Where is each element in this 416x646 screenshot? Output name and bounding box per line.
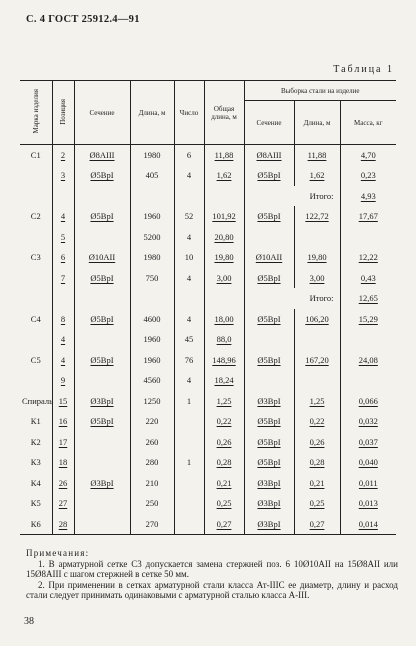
cell-section: [74, 329, 130, 350]
header-v-sechenie: Сечение: [244, 101, 294, 145]
cell-length: 250: [130, 493, 174, 514]
cell-count: [174, 514, 204, 535]
table-row: [20, 145, 396, 166]
cell-sample-length: 0,22: [294, 411, 340, 432]
cell-count: 4: [174, 370, 204, 391]
cell-section: Ø5ВрI: [74, 206, 130, 227]
notes: [26, 548, 398, 601]
cell-section: [74, 432, 130, 453]
cell-length: 5200: [130, 227, 174, 248]
cell-total-length: 0,25: [204, 493, 244, 514]
cell-length: 220: [130, 411, 174, 432]
cell-length: 405: [130, 165, 174, 186]
cell-position: 3: [52, 165, 74, 186]
cell-total-length: 18,24: [204, 370, 244, 391]
cell-count: 4: [174, 268, 204, 289]
table-row: [20, 493, 396, 514]
cell-sample-length: 0,28: [294, 452, 340, 473]
cell-total-length: 0,28: [204, 452, 244, 473]
note-2: 2. При применении в сетках арматурной стали класса Ат-IIIС ее диаметр, длину и расход стали следует принимать одинаковыми с арматурной сталью класса А-III.: [26, 579, 398, 600]
cell-mark: С5: [30, 354, 41, 365]
table-row: [20, 370, 396, 391]
cell-length: 1960: [130, 206, 174, 227]
header-v-dlina: Длина, м: [294, 101, 340, 145]
cell-section: [74, 227, 130, 248]
header-vyborka: Выборка стали на изделие: [244, 81, 396, 101]
cell-sample-section: Ø10АII: [244, 247, 294, 268]
cell-sample-length: [294, 329, 340, 350]
table-row: [20, 350, 396, 371]
cell-mark: С3: [30, 252, 41, 263]
cell-sample-mass: 0,23: [340, 165, 396, 186]
cell-sample-section: Ø5ВрI: [244, 268, 294, 289]
cell-sample-length: 0,27: [294, 514, 340, 535]
cell-section: [74, 514, 130, 535]
total-row: [20, 186, 396, 207]
cell-section: Ø5ВрI: [74, 268, 130, 289]
cell-position: 5: [52, 227, 74, 248]
cell-sample-section: Ø5ВрI: [244, 452, 294, 473]
cell-total-length: 1,25: [204, 391, 244, 412]
cell-mark: К4: [30, 477, 41, 488]
cell-position: 7: [52, 268, 74, 289]
cell-total-length: 11,88: [204, 145, 244, 166]
cell-sample-mass: 0,037: [340, 432, 396, 453]
cell-mark: К5: [30, 498, 41, 509]
table-row: [20, 165, 396, 186]
cell-mark: [20, 329, 52, 350]
table-row: [20, 268, 396, 289]
cell-sample-section: Ø5ВрI: [244, 432, 294, 453]
cell-count: 76: [174, 350, 204, 371]
cell-section: [74, 493, 130, 514]
table-row: [20, 247, 396, 268]
cell-sample-mass: 0,013: [340, 493, 396, 514]
cell-length: 280: [130, 452, 174, 473]
cell-sample-section: Ø5ВрI: [244, 411, 294, 432]
cell-count: 1: [174, 452, 204, 473]
table-row: [20, 473, 396, 494]
cell-sample-mass: [340, 329, 396, 350]
cell-sample-section: Ø3ВрI: [244, 391, 294, 412]
page-number: 38: [24, 616, 34, 627]
cell-sample-mass: 12,22: [340, 247, 396, 268]
cell-mark: С1: [30, 150, 41, 160]
cell-length: 1960: [130, 350, 174, 371]
cell-count: 10: [174, 247, 204, 268]
table-row: [20, 206, 396, 227]
cell-count: 52: [174, 206, 204, 227]
cell-count: 45: [174, 329, 204, 350]
cell-section: [74, 370, 130, 391]
header-dlina: Длина, м: [130, 81, 174, 145]
cell-length: 1980: [130, 247, 174, 268]
cell-section: Ø5ВрI: [74, 309, 130, 330]
cell-position: 6: [52, 247, 74, 268]
cell-section: Ø3ВрI: [74, 473, 130, 494]
cell-sample-section: [244, 329, 294, 350]
cell-sample-section: [244, 227, 294, 248]
cell-section: [74, 452, 130, 473]
cell-total-length: 0,22: [204, 411, 244, 432]
table-row: [20, 411, 396, 432]
cell-mark: [20, 227, 52, 248]
cell-position: 27: [52, 493, 74, 514]
header-sechenie: Сечение: [74, 81, 130, 145]
cell-sample-mass: 0,032: [340, 411, 396, 432]
cell-sample-mass: 0,066: [340, 391, 396, 412]
cell-total-length: 3,00: [204, 268, 244, 289]
cell-total-length: 148,96: [204, 350, 244, 371]
cell-length: 210: [130, 473, 174, 494]
cell-count: [174, 493, 204, 514]
cell-sample-section: Ø3ВрI: [244, 514, 294, 535]
steel-table: [20, 80, 396, 535]
cell-section: Ø5ВрI: [74, 350, 130, 371]
cell-sample-length: 122,72: [294, 206, 340, 227]
cell-mark: [20, 165, 52, 186]
cell-sample-length: 1,62: [294, 165, 340, 186]
cell-sample-length: 106,20: [294, 309, 340, 330]
cell-sample-length: 0,26: [294, 432, 340, 453]
cell-length: 1960: [130, 329, 174, 350]
cell-mark: [20, 370, 52, 391]
total-value: 12,65: [340, 288, 396, 309]
cell-position: 16: [52, 411, 74, 432]
cell-length: 4560: [130, 370, 174, 391]
cell-mark: К2: [30, 436, 41, 447]
cell-mark: С2: [30, 211, 41, 222]
cell-total-length: 20,80: [204, 227, 244, 248]
cell-sample-mass: 0,014: [340, 514, 396, 535]
cell-sample-mass: [340, 370, 396, 391]
cell-sample-mass: 24,08: [340, 350, 396, 371]
cell-count: 6: [174, 145, 204, 166]
cell-count: 1: [174, 391, 204, 412]
cell-position: 26: [52, 473, 74, 494]
cell-position: 17: [52, 432, 74, 453]
cell-section: Ø5ВрI: [74, 411, 130, 432]
cell-position: 4: [52, 350, 74, 371]
table-title: Таблица 1: [333, 64, 394, 75]
cell-position: 15: [52, 391, 74, 412]
cell-section: Ø10АII: [74, 247, 130, 268]
cell-position: 4: [52, 329, 74, 350]
cell-sample-section: Ø5ВрI: [244, 165, 294, 186]
cell-sample-section: Ø8АIII: [244, 145, 294, 166]
cell-mark: [20, 268, 52, 289]
cell-mark: С4: [30, 313, 41, 324]
header-v-massa: Масса, кг: [340, 101, 396, 145]
cell-length: 270: [130, 514, 174, 535]
cell-sample-length: 3,00: [294, 268, 340, 289]
header-marka: Марка изделия: [20, 81, 52, 145]
cell-position: 9: [52, 370, 74, 391]
total-label: Итого:: [244, 186, 340, 207]
cell-length: 1250: [130, 391, 174, 412]
cell-sample-mass: [340, 227, 396, 248]
header-poziciya: Позиция: [52, 81, 74, 145]
cell-total-length: 0,21: [204, 473, 244, 494]
cell-count: [174, 473, 204, 494]
cell-position: 4: [52, 206, 74, 227]
cell-count: [174, 432, 204, 453]
cell-section: Ø3ВрI: [74, 391, 130, 412]
cell-count: 4: [174, 165, 204, 186]
cell-sample-mass: 0,011: [340, 473, 396, 494]
page-header: С. 4 ГОСТ 25912.4—91: [26, 14, 140, 25]
cell-section: Ø8АIII: [74, 145, 130, 166]
cell-total-length: 18,00: [204, 309, 244, 330]
cell-sample-section: Ø5ВрI: [244, 350, 294, 371]
table-row: [20, 227, 396, 248]
cell-length: 750: [130, 268, 174, 289]
header-obshaya: Общая длина, м: [204, 81, 244, 145]
cell-length: 1980: [130, 145, 174, 166]
table-row: [20, 329, 396, 350]
cell-total-length: 0,26: [204, 432, 244, 453]
cell-position: 18: [52, 452, 74, 473]
cell-section: Ø5ВрI: [74, 165, 130, 186]
cell-sample-section: [244, 370, 294, 391]
cell-sample-mass: 15,29: [340, 309, 396, 330]
cell-sample-section: Ø5ВрI: [244, 309, 294, 330]
cell-total-length: 19,80: [204, 247, 244, 268]
cell-position: 28: [52, 514, 74, 535]
note-1: 1. В арматурной сетке С3 допускается замена стержней поз. 6 10Ø10АII на 15Ø8АII или 15Ø8АIII с шагом стержней в сетке 50 мм.: [26, 558, 398, 579]
cell-mark: Спираль: [22, 395, 53, 406]
cell-sample-length: 167,20: [294, 350, 340, 371]
table-row: [20, 514, 396, 535]
cell-count: 4: [174, 309, 204, 330]
cell-sample-length: 0,25: [294, 493, 340, 514]
cell-sample-mass: 0,43: [340, 268, 396, 289]
notes-title: Примечания:: [26, 548, 90, 558]
cell-sample-length: [294, 370, 340, 391]
cell-position: 2: [52, 145, 74, 166]
cell-sample-mass: 0,040: [340, 452, 396, 473]
table-row: [20, 309, 396, 330]
cell-sample-length: 19,80: [294, 247, 340, 268]
cell-length: 4600: [130, 309, 174, 330]
cell-sample-section: Ø3ВрI: [244, 493, 294, 514]
header-chislo: Число: [174, 81, 204, 145]
total-label: Итого:: [244, 288, 340, 309]
cell-sample-mass: 17,67: [340, 206, 396, 227]
table-row: [20, 432, 396, 453]
cell-count: [174, 411, 204, 432]
cell-sample-section: Ø3ВрI: [244, 473, 294, 494]
cell-total-length: 0,27: [204, 514, 244, 535]
cell-mark: К3: [30, 457, 41, 468]
table-row: [20, 452, 396, 473]
cell-mark: К6: [20, 514, 52, 535]
cell-total-length: 101,92: [204, 206, 244, 227]
cell-sample-section: Ø5ВрI: [244, 206, 294, 227]
cell-sample-length: 11,88: [294, 145, 340, 166]
cell-sample-mass: 4,70: [340, 145, 396, 166]
total-value: 4,93: [340, 186, 396, 207]
total-row: [20, 288, 396, 309]
cell-position: 8: [52, 309, 74, 330]
cell-total-length: 88,0: [204, 329, 244, 350]
cell-total-length: 1,62: [204, 165, 244, 186]
cell-sample-length: 1,25: [294, 391, 340, 412]
cell-mark: К1: [30, 416, 41, 427]
cell-sample-length: [294, 227, 340, 248]
cell-count: 4: [174, 227, 204, 248]
table-row: [20, 391, 396, 412]
cell-length: 260: [130, 432, 174, 453]
cell-sample-length: 0,21: [294, 473, 340, 494]
